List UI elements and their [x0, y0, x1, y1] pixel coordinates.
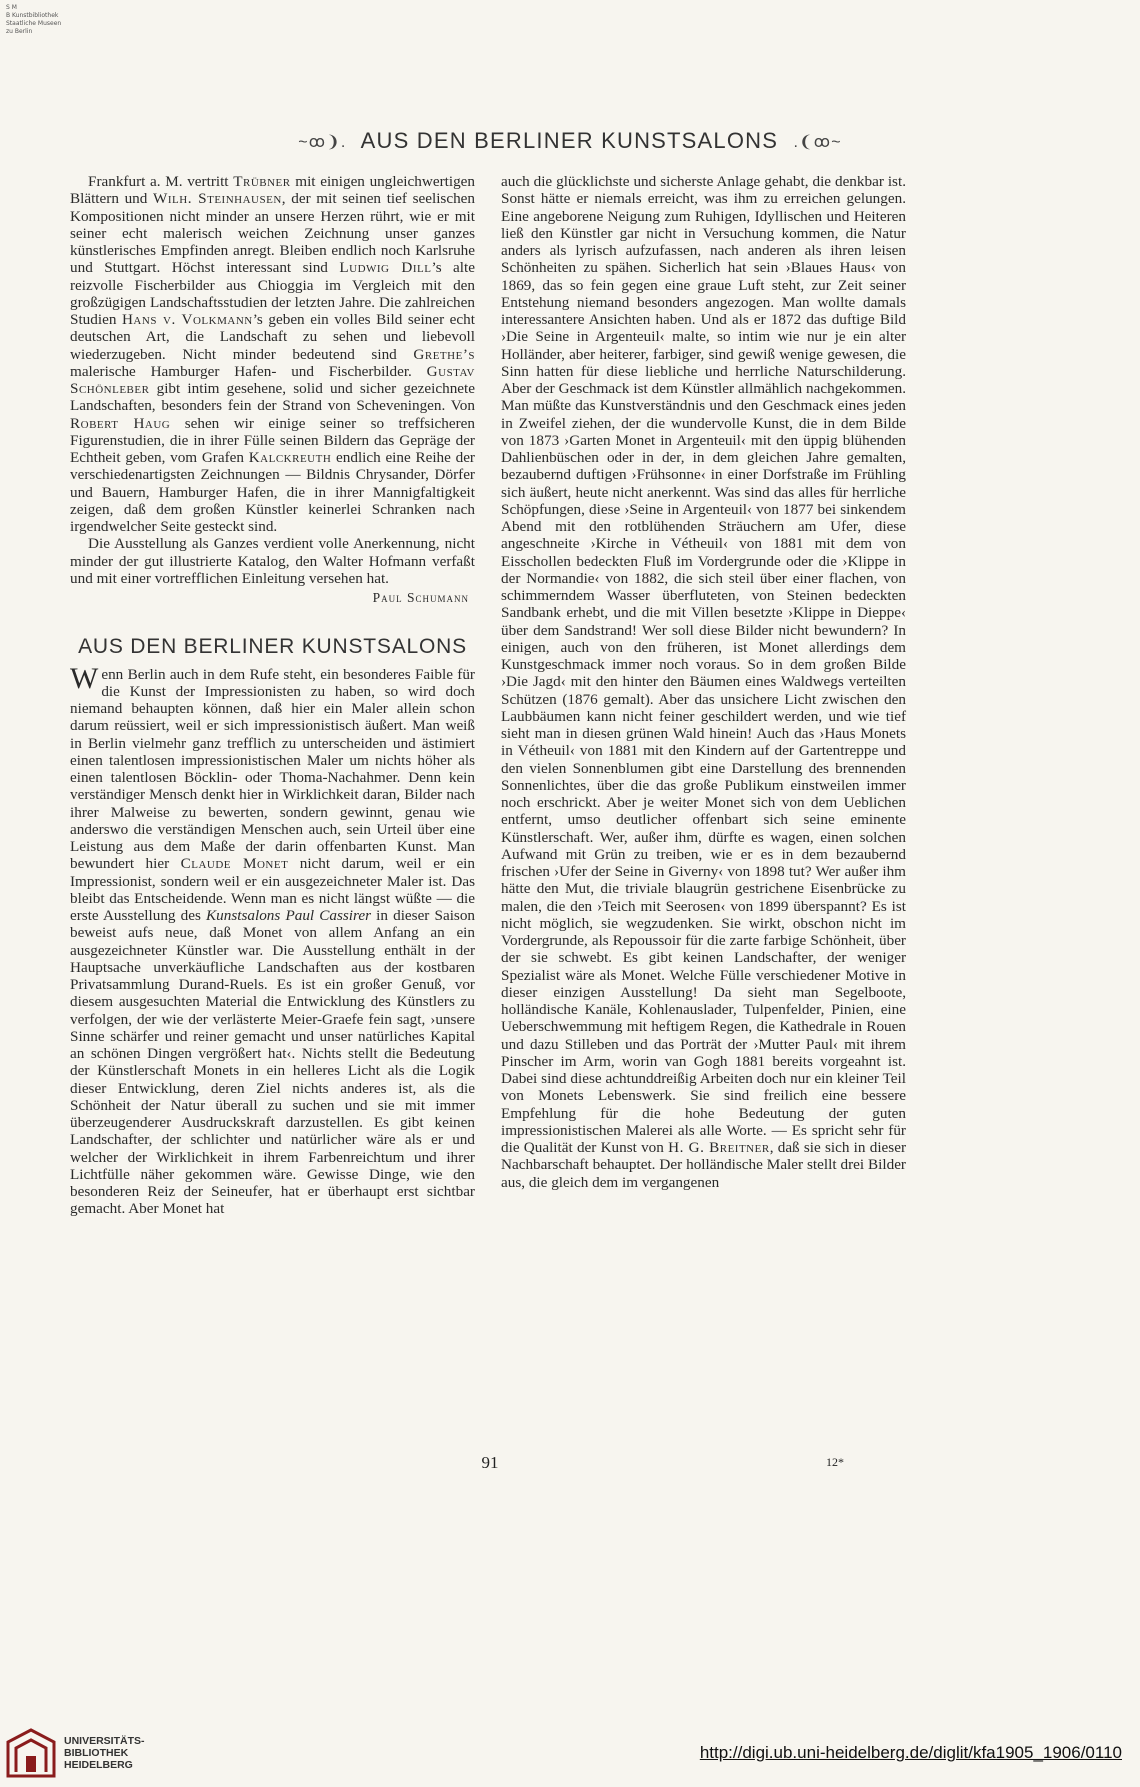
- paragraph-monet-intro: [70, 661, 476, 1218]
- artist-name: Robert Haug: [70, 414, 171, 432]
- section-title: AUS DEN BERLINER KUNSTSALONS: [78, 635, 467, 659]
- stamp-line: zu Berlin: [6, 28, 33, 35]
- ornament-left-icon: ~ꝏ❩.: [298, 134, 347, 152]
- logo-line: BIBLIOTHEK: [64, 1747, 129, 1759]
- artist-name: Claude Monet: [180, 855, 289, 873]
- logo-line: HEIDELBERG: [64, 1759, 133, 1771]
- library-seal-icon: [4, 1726, 58, 1780]
- paragraph-monet-continued: auch die glücklichste und sicherste Anlage gehabt, die denkbar ist. Sonst hätte er niemals erreicht, was ihm zu erreichen gelungen. Eine angeborene Neigung zum Ruhigen, Idyllischen und Heiteren ließ den Künstler gar nicht in Versuchung kommen, die Natur anders als lyrisch aufzufassen, nach anderen als ihren leisen Schönheiten zu spähen. Sicherlich hat sein ›Blaues Haus‹ von 1869, das so fein gegen eine graue Luft steht, zur Zeit seiner Entstehung niemand besonders angezogen. Man wollte damals interessantere Ansichten haben. Und als er 1872 das duftige Bild ›Die Seine in Argenteuil‹ malte, so intim wie nur je ein alter Holländer, aber heiterer, farbiger, sind gewiß wenige gewesen, die Sinn hatten für diese liebliche und herrliche Naturschilderung. Aber der Geschmack ist dem Künstler allmählich nachgekommen. Man müßte das Kunstverständnis und den Geschmack eines jeden in Zweifel ziehen, der die wundervolle Kunst, die in dem Bilde von 1873 ›Garten Monet in Argenteuil‹ mit den üppig blühenden Dahlienbüschen oder in der, in dem gleichen Jahre gemalten, bezaubernd duftigen ›Frühsonne‹ in einer Dorfstraße im Frühling sich äußert, heute nicht anerkennt. Was sind das alles für herrliche Schöpfungen, diese ›Seine in Argenteuil‹ von 1877 bei sinkendem Abend mit den rotblühenden Sträuchern am Ufer, diese angeschneite ›Kirche in Vétheuil‹ von 1881 mit dem von Eisschollen bedeckten Fluß im Vordergrunde oder die ›Klippe in der Normandie‹ von 1882, die sich steil über einer flachen, von schimmerndem Wasser überfluteten, von Steinen bedeckten Sandbank erhebt, und die mit Villen besetzte ›Klippe in Dieppe‹ über dem Sandstrand! Wer soll diese Bilder nicht bewundern? In einigen, auch von den früheren, ist Monet allerdings dem Kunstgeschmack immer noch voraus. So in dem großen Bilde ›Die Jagd‹ mit den hinter den Bäumen eines Waldwegs verteilten Schützen (1876 gemalt). Aber das unsichere Licht zwischen den Laubbäumen kann nicht feiner geschildert werden, und wie tief sieht man in diesen grünen Wald hinein! Auch das ›Haus Monets in Vétheuil‹ von 1881 mit den Kindern auf der Gartentreppe und den vielen Sonnenblumen gibt eine Darstellung des brennenden Sonnenlichtes, über die das große Publikum einstweilen immer noch erschrickt. Aber je weiter Monet sich von dem Ueblichen entfernt, umso deutlicher offenbart sich seine eminente Künstlerschaft. Wer, außer ihm, dürfte es wagen, einen solchen Aufwand mit Grün zu treiben, wie er es in dem bezaubernd frischen ›Ufer der Seine in Giverny‹ von 1898 tut? Wer außer ihm hätte den Mut, die triviale blaugrün gestrichene Eisenbrücke zu malen, die den ›Teich mit Seerosen‹ von 1899 überspannt? Es ist nicht möglich, sie wegzudenken. Sie wirkt, obschon nicht im Vordergrunde, als Repoussoir für die zarte farbige Schönheit, über der sie schwebt. Es gibt keinen Landschafter, der weniger Spezialist wäre als Monet. Welche Fülle verschiedener Motive in dieser einzigen Ausstellung! Da sieht man Segelboote, holländische Kanäle, Kohlenauslader, Tulpenfelder, Pinien, eine Ueberschwemmung mit heftigem Regen, die Kathedrale in Rouen und dazu Stilleben und das Porträt der ›Mutter Paul‹ mit ihrem Pinscher im Arm, worin van Gogh 1881 bereits vorgeahnt ist. Dabei sind diese achtunddreißig Arbeiten doch nur ein kleiner Teil von Monets Lebenswerk. Sie sind freilich eine bessere Empfehlung für die hohe Bedeutung der guten impressionistischen Malerei als alle Worte. — Es spricht sehr für die Qualität der Kunst von H. G. Breitner, daß sie sich in dieser Nachbarschaft behauptet. Der holländische Maler stellt drei Bilder aus, die gleich dem im vergangenen: [501, 173, 906, 1191]
- paragraph-monet-intro-text: enn Berlin auch in dem Rufe steht, ein besonderes Faible für die Kunst der Impressionisten zu haben, so wird doch niemand behaupten können, daß hier ein Maler allein schon darum reüssiert, weil er sich impressionistisch äußert. Man weiß in Berlin vielmehr ganz trefflich zu unterscheiden und ästimiert einen talentlosen impressionistischen Maler um nichts höher als einen talentlosen Böcklin- oder Thoma-Nachahmer. Denn kein verständiger Mensch denkt hier in Wirklichkeit daran, Bilder nach ihrer Malweise zu bewerten, sondern gewinnt, genau wie anderswo die verständigen Menschen auch, sein Urteil über eine Leistung aus dem Maße der darin offenbarten Kunst. Man bewundert hier Claude Monet nicht darum, weil er ein Impressionist, sondern weil er ein ausgezeichneter Maler ist. Das bleibt das Entscheidende. Wenn man es nicht längst wüßte — die erste Ausstellung des Kunstsalons Paul Cassirer in dieser Saison beweist aufs neue, daß Monet von allem Anfang an ein ausgezeichneter Künstler war. Die Ausstellung enthält in der Hauptsache unverkäufliche Landschaften aus der kostbaren Privatsammlung Durand-Ruels. Es ist ein großer Genuß, vor diesem ausgesuchten Material die Entwicklung des Künstlers zu verfolgen, der wie der verlästerte Meier-Graefe fein sagt, ›unsere Sinne schärfer und reiner gemacht und unser natürliches Kapital an schönen Dingen vergrößert hat‹. Nichts stellt die Bedeutung der Künstlerschaft Monets in ein helleres Licht als die Logik dieser Entwicklung, deren Ziel nichts anderes ist, als die Schönheit der Natur überall zu suchen und sie mit immer überzeugenderer Ausdruckskraft darzustellen. Es gibt keinen Landschafter, der schlichter und natürlicher wäre als er und welcher der Wirklichkeit in ihrem Farbenreichtum und ihrer Lichtfülle näher gekommen wäre. Gewisse Dinge, wie den besonderen Reiz der Seineufer, hat er überhaupt erst sichtbar gemacht. Aber Monet hat: [70, 665, 476, 1218]
- sheet-mark: 12*: [826, 1455, 844, 1469]
- stamp-line: S M: [6, 4, 17, 11]
- ornament-right-icon: .❨ꝏ~: [793, 134, 842, 152]
- library-stamp: [6, 4, 61, 36]
- stamp-line: B Kunstbibliothek: [6, 12, 59, 19]
- drop-cap: W: [70, 661, 99, 695]
- artist-name: Kalckreuth: [248, 449, 332, 466]
- artist-name: Wilh. Steinhausen: [153, 190, 282, 208]
- page-number: 91: [481, 1453, 499, 1472]
- artist-name: Gustav Schönleber: [70, 362, 475, 397]
- logo-line: UNIVERSITÄTS-: [64, 1735, 145, 1747]
- artist-name: H. G. Breitner: [668, 1139, 770, 1156]
- italic-title: Kunstsalons Paul Cassirer: [206, 907, 372, 924]
- artist-name: Hans v. Volkmann: [121, 311, 253, 328]
- running-header-title: AUS DEN BERLINER KUNSTSALONS: [360, 128, 779, 153]
- stamp-line: Staatliche Museen: [6, 20, 62, 27]
- paragraph-frankfurt: Frankfurt a. M. vertritt Trübner mit einigen ungleichwertigen Blättern und Wilh. Steinhausen, der mit seinen tief seelischen Kompositionen nicht minder an unsere Herzen rührt, wie er mit seiner echt malerisch weichen Zeichnung unser ganzes künstlerisches Empfinden anregt. Bleiben endlich noch Karlsruhe und Stuttgart. Höchst interessant sind Ludwig Dill’s alte reizvolle Fischerbilder aus Chioggia im Vergleich mit den großzügigen Landschaftsstudien der letzten Jahre. Die zahlreichen Studien Hans v. Volkmann’s geben ein volles Bild seiner echt deutschen Art, die Landschaft zu sehen und liebevoll wiederzugeben. Nicht minder bedeutend sind Grethe’s malerische Hamburger Hafen- und Fischerbilder. Gustav Schönleber gibt intim gesehene, solid und sicher gezeichnete Landschaften, besonders fein der Strand von Scheveningen. Von Robert Haug sehen wir einige seiner so treffsicheren Figurenstudien, die in ihrer Fülle seinen Bildern das Gepräge der Echtheit geben, vom Grafen Kalckreuth endlich eine Reihe der verschiedenartigsten Zeichnungen — Bildnis Chrysander, Dörfer und Bauern, Hamburger Hafen, die in ihrer Mannigfaltigkeit zeigen, daß dem großen Künstler keinerlei Schranken nach irgendwelcher Seite gesteckt sind.: [70, 173, 476, 535]
- right-column: [501, 173, 906, 1191]
- artist-name: Ludwig Dill: [339, 259, 432, 277]
- artist-name: Trübner: [233, 173, 291, 190]
- left-column: [70, 173, 475, 1218]
- artist-name: Grethe’s: [413, 345, 475, 363]
- library-logo-text: [64, 1735, 145, 1771]
- permalink-url[interactable]: http://digi.ub.uni-heidelberg.de/diglit/kfa1905_1906/0110: [699, 1743, 1122, 1762]
- author-signature: Paul Schumann: [372, 590, 469, 605]
- running-header: [0, 128, 1140, 154]
- library-logo: [4, 1726, 145, 1780]
- paragraph-ausstellung: Die Ausstellung als Ganzes verdient volle Anerkennung, nicht minder der gut illustrierte Katalog, den Walter Hofmann verfaßt und mit einer vortrefflichen Einleitung versehen hat.: [70, 535, 475, 587]
